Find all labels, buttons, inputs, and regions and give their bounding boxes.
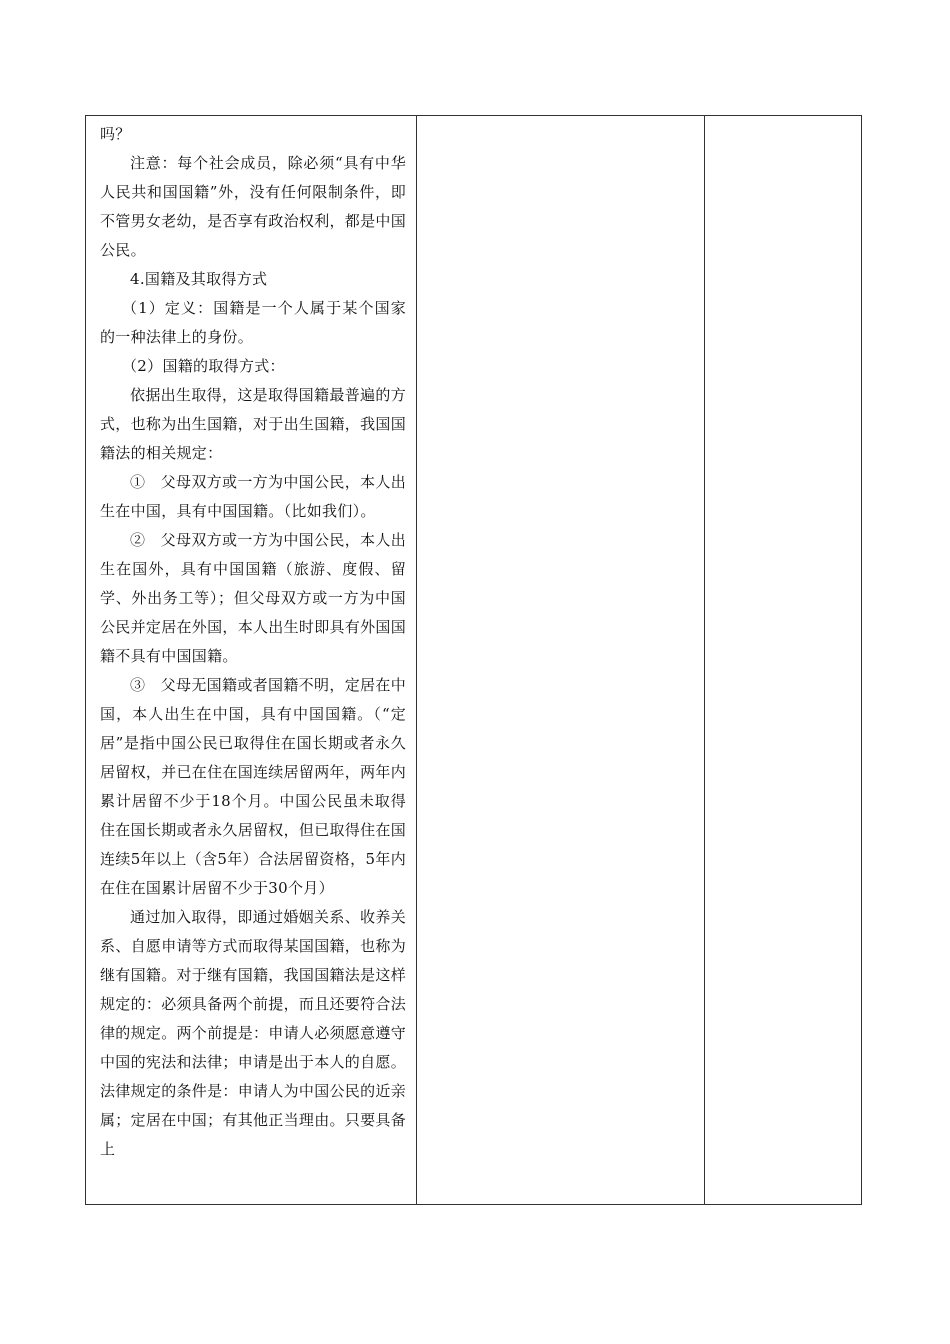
paragraph-by-birth: 依据出生取得，这是取得国籍最普遍的方式，也称为出生国籍，对于出生国籍，我国国籍法的相关规定：: [100, 386, 407, 462]
paragraph-continuation: 吗？: [100, 125, 131, 143]
paragraph-rule-1: ① 父母双方或一方为中国公民，本人出生在中国，具有中国国籍。（比如我们）。: [100, 473, 406, 520]
lesson-table: [85, 115, 862, 1205]
paragraph-acquisition-heading: （2）国籍的取得方式：: [122, 357, 285, 375]
right-column: [705, 116, 861, 1204]
section-heading-nationality: 4.国籍及其取得方式: [130, 270, 268, 288]
middle-column: [417, 116, 705, 1204]
paragraph-note: 注意：每个社会成员，除必须“具有中华人民共和国国籍”外，没有任何限制条件，即不管男女老幼，是否享有政治权利，都是中国公民。: [100, 154, 407, 259]
content-column: [86, 116, 417, 1204]
paragraph-by-naturalization: 通过加入取得，即通过婚姻关系、收养关系、自愿申请等方式而取得某国国籍，也称为继有国籍。对于继有国籍，我国国籍法是这样规定的：必须具备两个前提，而且还要符合法律的规定。两个前提是：申请人必须愿意遵守中国的宪法和法律；申请是出于本人的自愿。法律规定的条件是：申请人为中国公民的近亲属；定居在中国；有其他正当理由。只要具备上: [100, 908, 407, 1158]
paragraph-definition: （1）定义：国籍是一个人属于某个国家的一种法律上的身份。: [100, 299, 406, 346]
paragraph-rule-2: ② 父母双方或一方为中国公民，本人出生在国外，具有中国国籍（旅游、度假、留学、外出务工等）；但父母双方或一方为中国公民并定居在外国，本人出生时即具有外国国籍不具有中国国籍。: [100, 531, 407, 665]
paragraph-rule-3: ③ 父母无国籍或者国籍不明，定居在中国，本人出生在中国，具有中国国籍。（“定居”是指中国公民已取得住在国长期或者永久居留权，并已在住在国连续居留两年，两年内累计居留不少于18个月。中国公民虽未取得住在国长期或者永久居留权，但已取得住在国连续5年以上（含5年）合法居留资格，5年内在住在国累计居留不少于30个月）: [100, 676, 407, 897]
